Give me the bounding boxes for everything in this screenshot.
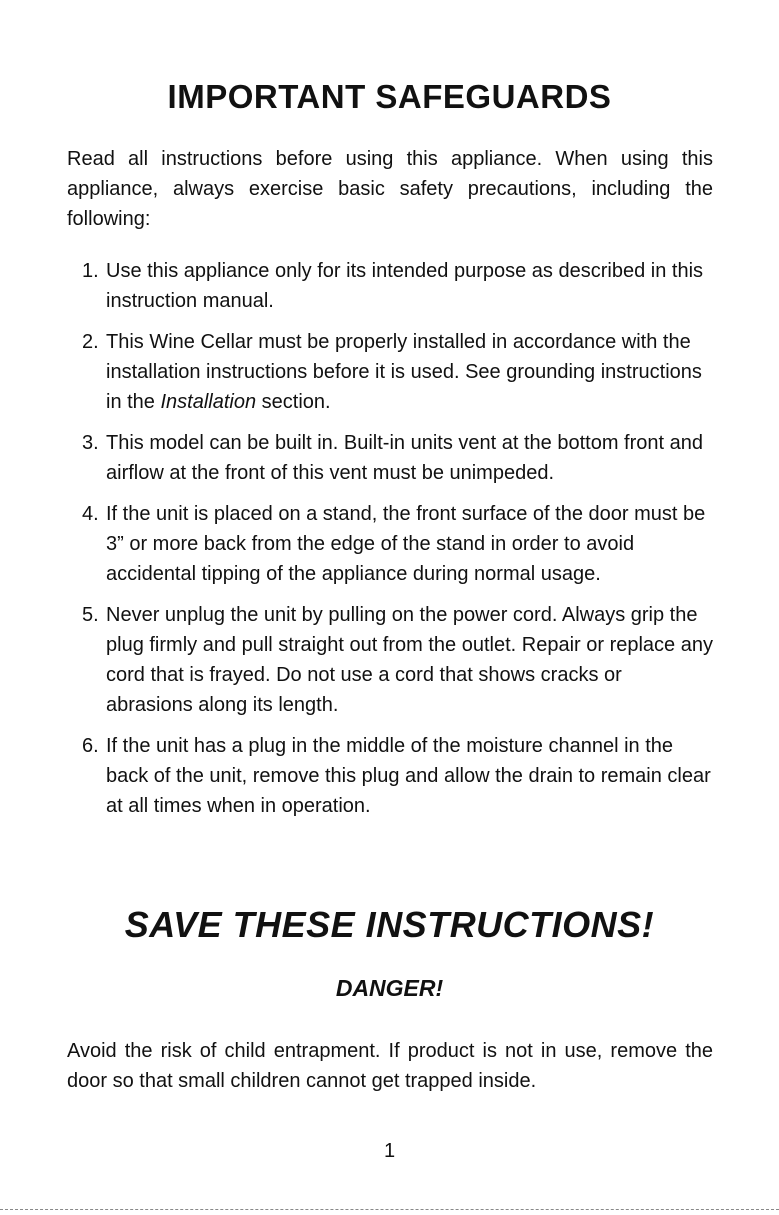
item-number: 1. [82, 260, 99, 282]
item-text: This model can be built in. Built-in units vent at the bottom front and airflow at the front of this vent must be unimpeded. [106, 432, 703, 484]
list-item [82, 327, 714, 417]
danger-heading: DANGER! [335, 975, 444, 1001]
item-text: Use this appliance only for its intended purpose as described in this instruction manual. [106, 260, 704, 312]
danger-warning-text: Avoid the risk of child entrapment. If product is not in use, remove the door so that small children cannot get trapped inside. [67, 1040, 713, 1092]
item-text: If the unit has a plug in the middle of the moisture channel in the back of the unit, remove this plug and allow the drain to remain clear at all times when in operation. [106, 735, 711, 817]
intro-paragraph: Read all instructions before using this appliance. When using this appliance, always exercise basic safety precautions, including the following: [67, 148, 713, 230]
page-title: IMPORTANT SAFEGUARDS [167, 78, 612, 115]
item-number: 4. [82, 503, 99, 525]
item-text: Never unplug the unit by pulling on the power cord. Always grip the plug firmly and pull straight out from the outlet. Repair or replace any cord that is frayed. Do not use a cord that shows cracks or abrasions along its length. [106, 604, 713, 716]
item-number: 3. [82, 432, 99, 454]
item-text-part: section. [256, 391, 331, 413]
list-item [82, 256, 714, 316]
item-number: 2. [82, 331, 99, 353]
save-instructions-heading: SAVE THESE INSTRUCTIONS! [124, 904, 655, 945]
item-text [106, 327, 714, 417]
list-item [82, 600, 714, 720]
installation-reference: Installation [160, 391, 257, 413]
item-number: 6. [82, 735, 99, 757]
item-text: If the unit is placed on a stand, the front surface of the door must be 3” or more back from the edge of the stand in order to avoid accidental tipping of the appliance during normal usage. [106, 503, 706, 585]
item-number: 5. [82, 604, 99, 626]
page-edge-rule [0, 1209, 779, 1210]
list-item [82, 499, 714, 589]
list-item [82, 428, 714, 488]
item-text-part: This Wine Cellar must be properly installed in accordance with the installation instructions before it is used. See grounding instructions in the [106, 331, 702, 413]
safeguards-list [82, 256, 714, 832]
list-item [82, 731, 714, 821]
page-number: 1 [383, 1140, 396, 1162]
